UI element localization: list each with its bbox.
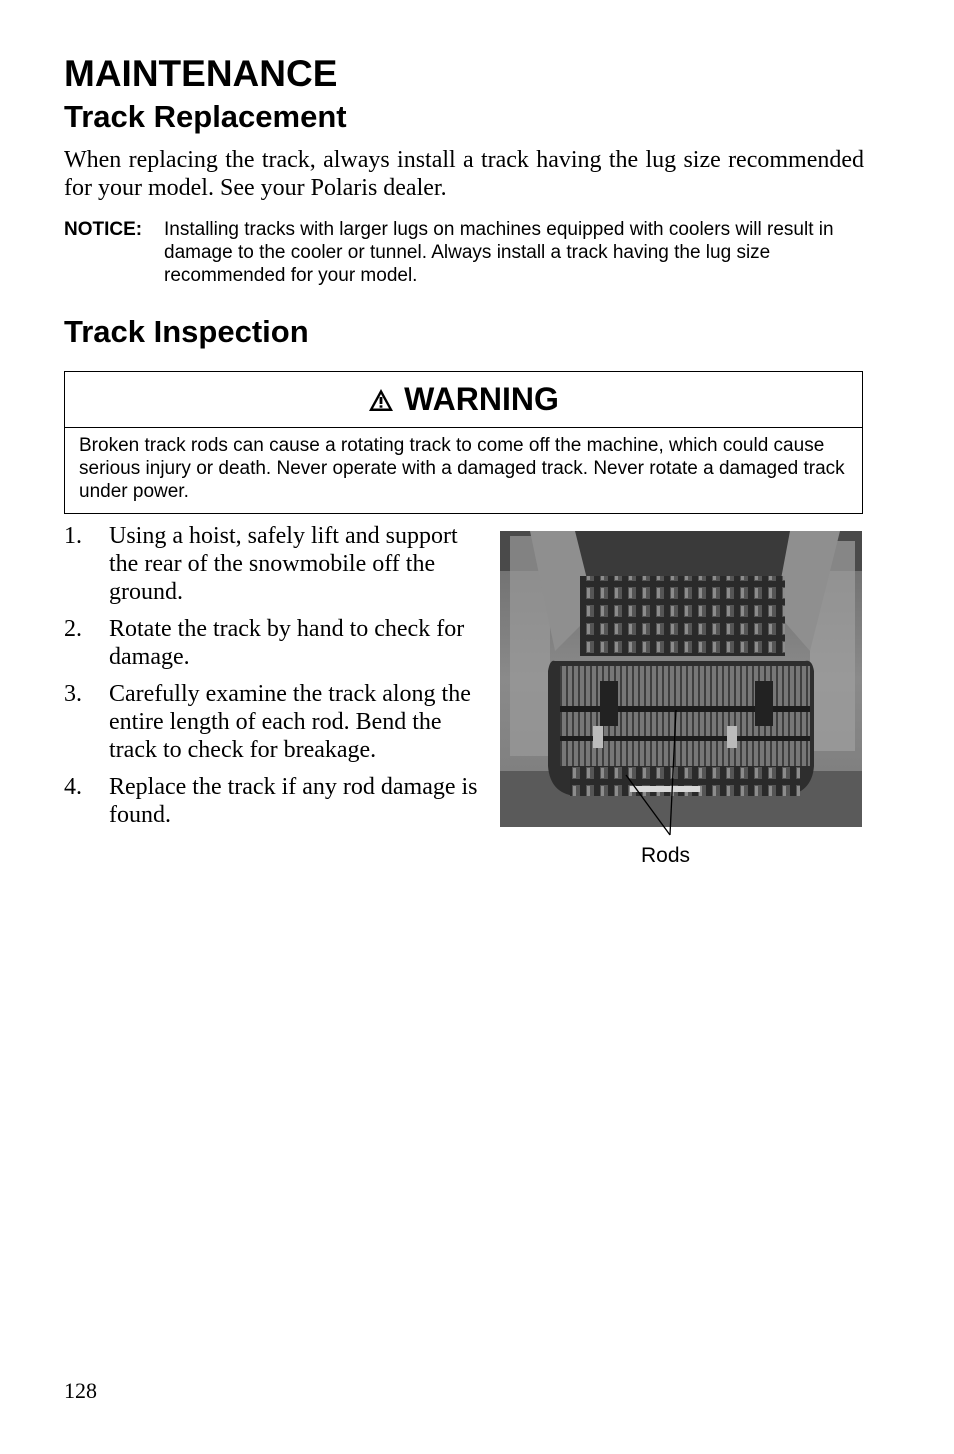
list-item	[64, 615, 486, 671]
notice-label: NOTICE:	[64, 219, 143, 240]
step-number: 3.	[64, 681, 82, 707]
warning-text: Broken track rods can cause a rotating track to come off the machine, which could cause serious injury or death. Never operate with a damaged track. Never rotate a damaged track under power.	[79, 435, 845, 502]
step-number: 2.	[64, 616, 82, 642]
rods-label: Rods	[641, 844, 691, 867]
warning-box	[64, 371, 863, 514]
step-text: Using a hoist, safely lift and support the rear of the snowmobile off the ground.	[109, 523, 458, 605]
track-inspection-heading: Track Inspection	[64, 314, 309, 349]
section-title: MAINTENANCE	[64, 53, 338, 94]
step-text: Replace the track if any rod damage is found.	[109, 774, 478, 828]
track-replacement-intro: When replacing the track, always install a track having the lug size recommended for your model. See your Polaris dealer.	[64, 147, 864, 201]
track-replacement-heading: Track Replacement	[64, 99, 347, 134]
list-item	[64, 522, 486, 606]
warning-header	[65, 372, 862, 428]
step-number: 4.	[64, 774, 82, 800]
list-item	[64, 680, 486, 764]
page-number: 128	[64, 1378, 97, 1403]
inspection-steps	[64, 522, 486, 838]
notice	[64, 218, 864, 287]
step-text: Carefully examine the track along the entire length of each rod. Bend the track to check for breakage.	[109, 681, 471, 763]
notice-text: Installing tracks with larger lugs on machines equipped with coolers will result in damage to the cooler or tunnel. Always install a track having the lug size recommended for your model.	[164, 219, 834, 286]
warning-title: WARNING	[404, 381, 559, 417]
warning-triangle-icon	[368, 388, 394, 412]
list-item	[64, 773, 486, 829]
step-number: 1.	[64, 523, 82, 549]
step-text: Rotate the track by hand to check for damage.	[109, 616, 465, 670]
rods-callout-lines	[500, 700, 862, 850]
